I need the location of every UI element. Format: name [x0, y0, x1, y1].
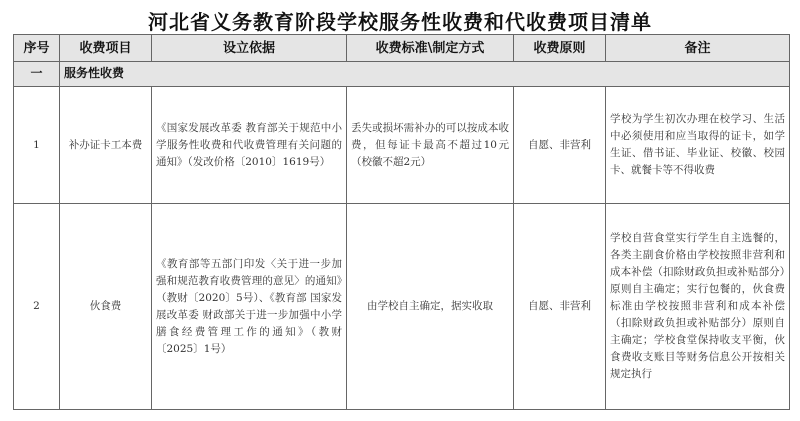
table-row — [14, 86, 790, 203]
section-row — [14, 62, 790, 87]
header-no: 序号 — [14, 35, 60, 62]
row-basis: 《教育部等五部门印发〈关于进一步加强和规范教育收费管理的意见〉的通知》（教财〔2020〕5号）、《教育部 国家发展改革委 财政部关于进一步加强中小学膳食经费管理工作的通知》（教财〔2025〕1号） — [152, 204, 347, 410]
fee-table — [13, 34, 790, 410]
row-standard: 由学校自主确定，据实收取 — [347, 204, 514, 410]
section-label: 服务性收费 — [60, 62, 790, 87]
row-basis: 《国家发展改革委 教育部关于规范中小学服务性收费和代收费管理有关问题的通知》（发改价格〔2010〕1619号） — [152, 86, 347, 203]
section-no: 一 — [14, 62, 60, 87]
header-basis: 设立依据 — [152, 35, 347, 62]
row-principle: 自愿、非营利 — [514, 86, 606, 203]
header-row — [14, 35, 790, 62]
header-item: 收费项目 — [60, 35, 152, 62]
row-no: 1 — [14, 86, 60, 203]
row-principle: 自愿、非营利 — [514, 204, 606, 410]
table-row — [14, 204, 790, 410]
row-no: 2 — [14, 204, 60, 410]
row-remark: 学校自营食堂实行学生自主选餐的，各类主副食价格由学校按照非营利和成本补偿（扣除财政负担或补贴部分）原则自主确定；实行包餐的，伙食费标准由学校按照非营利和成本补偿（扣除财政负担或补贴部分）原则自主确定；学校食堂保持收支平衡，伙食费收支账目等财务信息公开按相关规定执行 — [606, 204, 790, 410]
row-item: 伙食费 — [60, 204, 152, 410]
header-principle: 收费原则 — [514, 35, 606, 62]
row-item: 补办证卡工本费 — [60, 86, 152, 203]
header-remark: 备注 — [606, 35, 790, 62]
header-standard: 收费标准\制定方式 — [347, 35, 514, 62]
row-standard: 丢失或损坏需补办的可以按成本收费，但每证卡最高不超过10元（校徽不超2元） — [347, 86, 514, 203]
page-title: 河北省义务教育阶段学校服务性收费和代收费项目清单 — [148, 10, 652, 34]
row-remark: 学校为学生初次办理在校学习、生活中必须使用和应当取得的证卡，如学生证、借书证、毕业证、校徽、校园卡、就餐卡等不得收费 — [606, 86, 790, 203]
